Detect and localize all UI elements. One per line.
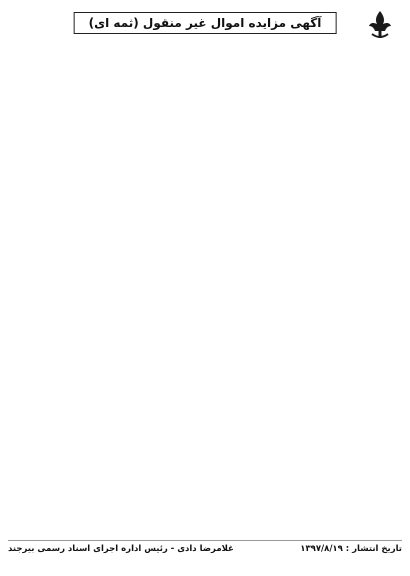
notice-header (8, 6, 402, 46)
notice-title: آگهی مزایده اموال غیر منقول (ثمه ای) (74, 12, 337, 34)
signature-row (8, 540, 402, 554)
judiciary-emblem-icon (362, 8, 398, 44)
notice-body (8, 52, 402, 536)
publication-date: تاریخ انتشار : ۱۳۹۷/۸/۱۹ (300, 544, 402, 554)
signer-name: غلامرضا دادی - رئیس اداره اجرای اسناد رسمی بیرجند (8, 544, 234, 554)
